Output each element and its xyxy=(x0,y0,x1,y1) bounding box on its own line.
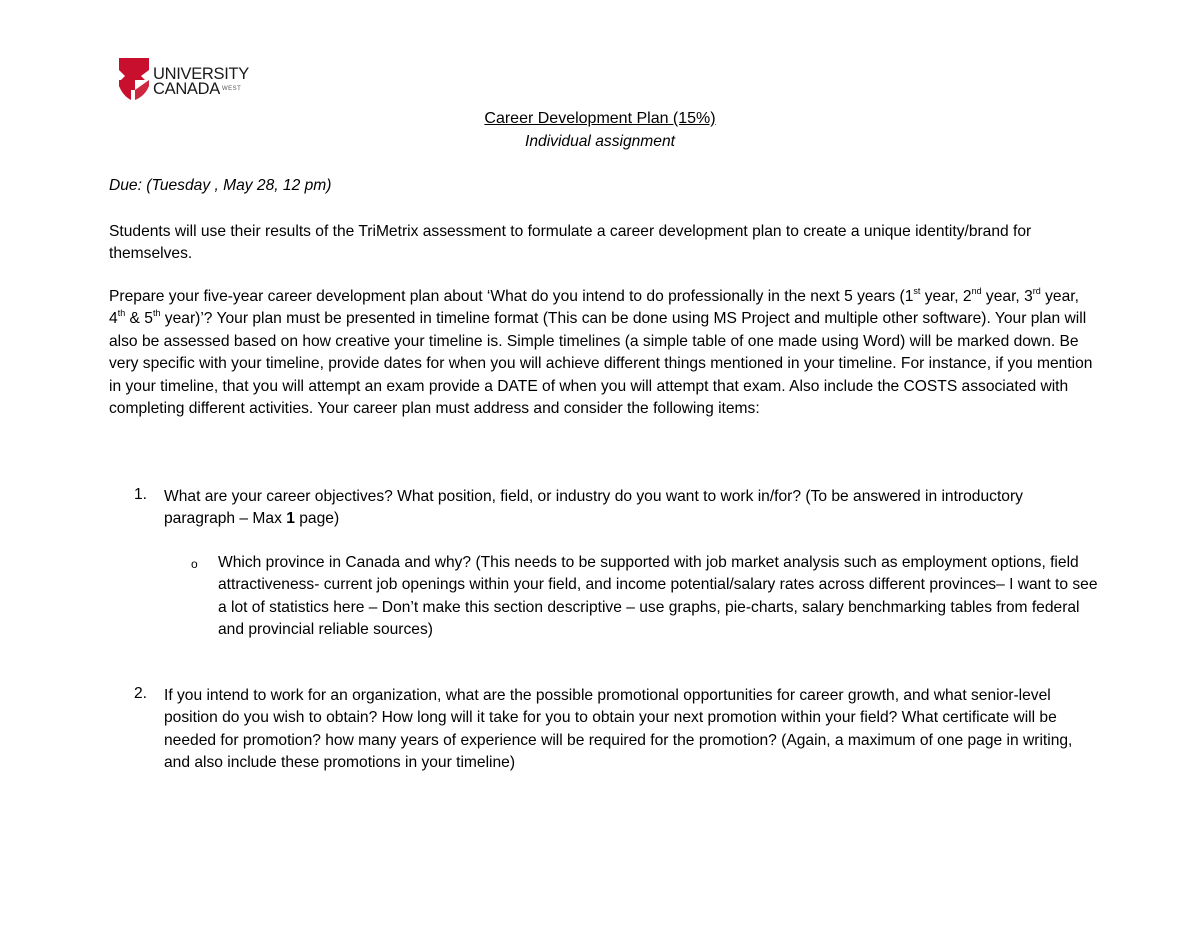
intro-paragraph: Students will use their results of the TriMetrix assessment to formulate a career development plan to create a unique identity/brand for themselves. xyxy=(109,223,1032,263)
list-item-bold-text: 1 xyxy=(286,510,295,528)
list-item-number: 1. xyxy=(134,486,148,503)
superscript: nd xyxy=(971,285,982,296)
logo-line-1: UNIVERSITY xyxy=(153,65,250,83)
instructions-text-part: year)’? Your plan must be presented in timeline format (This can be done using MS Project and multiple other software). Your plan will also be assessed based on how creative your timeline is. Simple timelines (a simple table of one made using Word) will be marked down. Be very specific with your timeline, provide dates for when you will achieve different things mentioned in your timeline. For instance, if you mention in your timeline, that you will attempt an exam provide a DATE of when you will attempt that exam. Also include the COSTS associated with completing different activities. Your career plan must address and consider the following items: xyxy=(109,310,1093,418)
list-item-text: What are your career objectives? What position, field, or industry do you want to work in/for? (To be answered in introductory paragraph – Max xyxy=(164,488,1023,528)
superscript: th xyxy=(152,308,161,319)
due-date: Due: (Tuesday , May 28, 12 pm) xyxy=(109,177,332,194)
logo-line-2 xyxy=(153,79,249,98)
superscript: th xyxy=(117,308,126,319)
instructions-paragraph xyxy=(109,286,1094,420)
logo-wordmark xyxy=(153,67,249,96)
list-item-number: 2. xyxy=(134,685,148,702)
instructions-text-part: year, 3 xyxy=(981,288,1033,305)
list-item-text: page) xyxy=(294,510,340,528)
sub-bullet-marker: o xyxy=(191,557,198,571)
superscript: st xyxy=(913,285,921,296)
instructions-text-part: Prepare your five-year career development plan about ‘What do you intend to do professionally in the next 5 years (1 xyxy=(109,288,914,305)
maple-leaf-logo-icon xyxy=(117,56,153,102)
document-subtitle: Individual assignment xyxy=(525,133,675,150)
logo-suffix: WEST xyxy=(221,85,242,92)
list-item-promotional-opportunities: If you intend to work for an organization, what are the possible promotional opportunities for career growth, and what senior-level position do you wish to obtain? How long will it take for you to obtain your next promotion within your field? What certificate will be needed for promotion? how many years of experience will be required for the promotion? (Again, a maximum of one page in writing, and also include these promotions in your timeline) xyxy=(164,687,1073,772)
logo-line-2-text: CANADA xyxy=(153,79,220,98)
university-canada-west-logo xyxy=(117,56,277,104)
instructions-text-part: year, 2 xyxy=(920,288,972,305)
sub-list-item-province: Which province in Canada and why? (This needs to be supported with job market analysis such as employment options, field attractiveness- current job openings within your field, and income potential/salary rates across different provinces– I want to see a lot of statistics here – Don’t make this section descriptive – use graphs, pie-charts, salary benchmarking tables from federal and provincial reliable sources) xyxy=(218,554,1098,639)
superscript: rd xyxy=(1032,285,1041,296)
document-title: Career Development Plan (15%) xyxy=(484,110,716,127)
list-item-career-objectives xyxy=(164,486,1064,531)
instructions-text-part: year, 4 xyxy=(109,288,1079,328)
instructions-text-part: & 5 xyxy=(125,310,153,328)
